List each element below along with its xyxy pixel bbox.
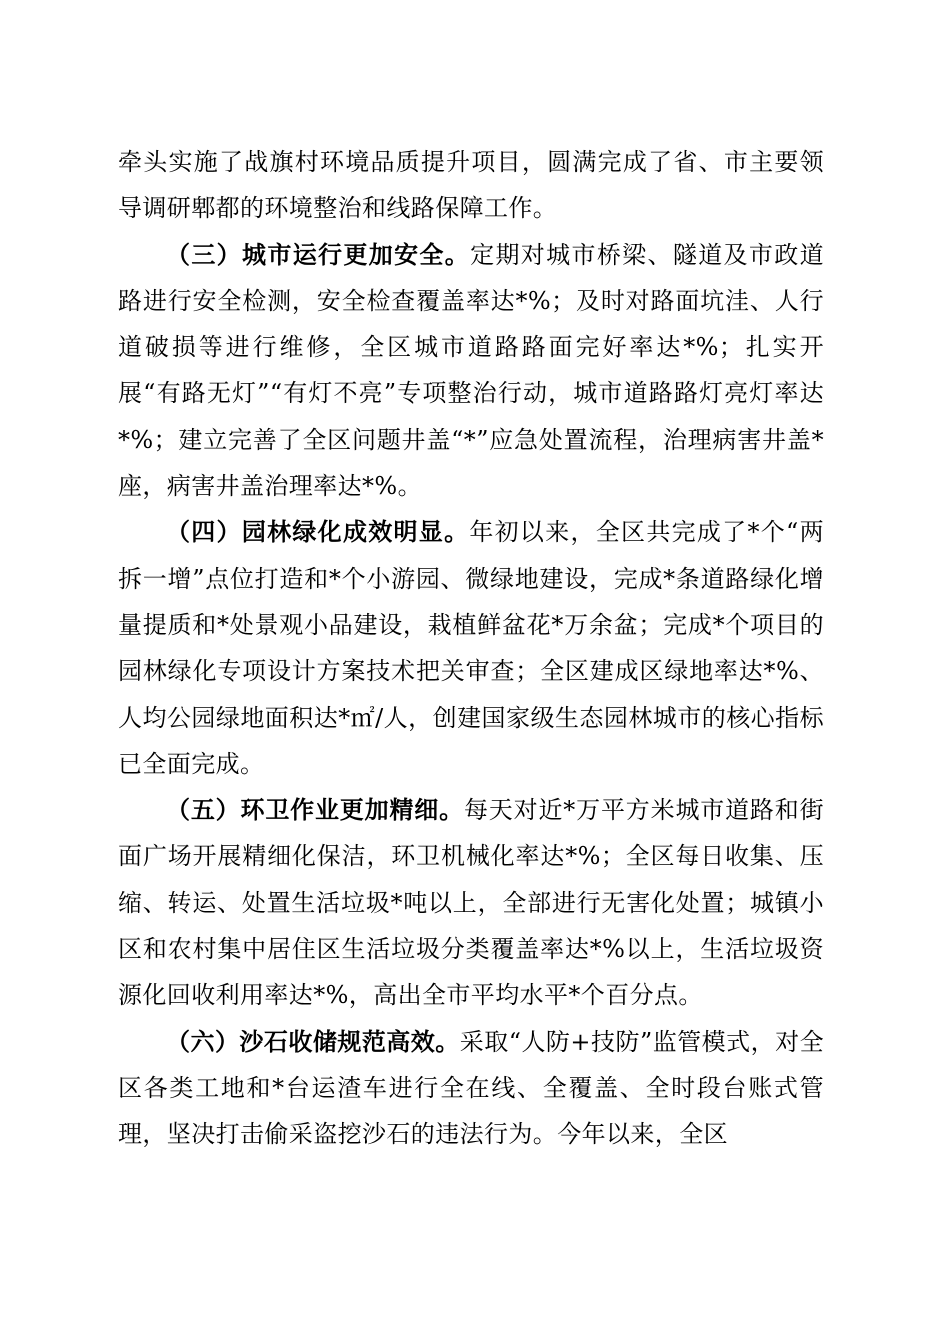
- paragraph-text: 采取“人防+技防”监管模式，对全区各类工地和*台运渣车进行全在线、全覆盖、全时段台账式管理，坚决打击偷采盗挖沙石的违法行为。今年以来，全区: [118, 1027, 824, 1149]
- paragraph-sand-gravel: [118, 1019, 824, 1158]
- paragraph-text: 定期对城市桥梁、隧道及市政道路进行安全检测，安全检查覆盖率达*%；及时对路面坑洼、人行道破损等进行维修，全区城市道路路面完好率达*%；扎实开展“有路无灯”“有灯不亮”专项整治行动，城市道路路灯亮灯率达*%；建立完善了全区问题井盖“*”应急处置流程，治理病害井盖*座，病害井盖治理率达*%。: [118, 240, 824, 501]
- paragraph-city-operation: [118, 232, 824, 510]
- paragraph-heading: （三）城市运行更加安全。: [166, 239, 471, 269]
- paragraph-text: 牵头实施了战旗村环境品质提升项目，圆满完成了省、市主要领导调研郫都的环境整治和线路保障工作。: [118, 148, 824, 223]
- paragraph-sanitation: [118, 787, 824, 1018]
- paragraph-continuation: [118, 139, 824, 232]
- paragraph-heading: （五）环卫作业更加精细。: [166, 795, 464, 825]
- paragraph-text: 每天对近*万平方米城市道路和街面广场开展精细化保洁，环卫机械化率达*%；全区每日收集、压缩、转运、处置生活垃圾*吨以上，全部进行无害化处置；城镇小区和农村集中居住区生活垃圾分类覆盖率达*%以上，生活垃圾资源化回收利用率达*%，高出全市平均水平*个百分点。: [118, 796, 824, 1010]
- paragraph-landscaping: [118, 509, 824, 787]
- paragraph-heading: （四）园林绿化成效明显。: [166, 517, 470, 547]
- paragraph-text: 年初以来，全区共完成了*个“两拆一增”点位打造和*个小游园、微绿地建设，完成*条道路绿化增量提质和*处景观小品建设，栽植鲜盆花*万余盆；完成*个项目的园林绿化专项设计方案技术把关审查；全区建成区绿地率达*%、人均公园绿地面积达*㎡/人，创建国家级生态园林城市的核心指标已全面完成。: [118, 518, 824, 778]
- paragraph-heading: （六）沙石收储规范高效。: [166, 1026, 460, 1056]
- document-body: [118, 139, 824, 1158]
